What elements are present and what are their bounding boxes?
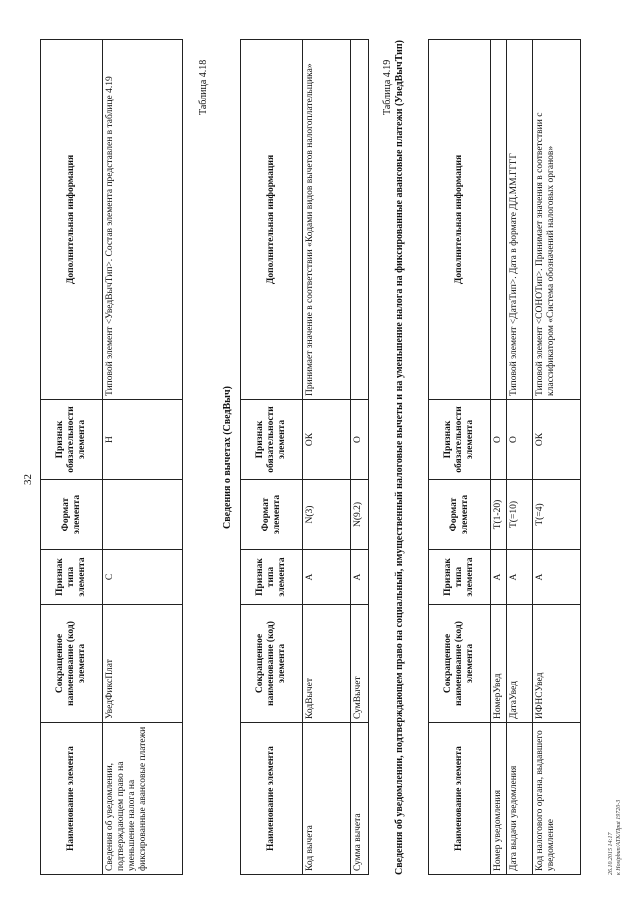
stamp-line-2: к Hosipbun/ATK/Приt 19720-3 [615, 799, 622, 875]
cell-format: N(9.2) [351, 480, 369, 550]
cell-type: А [533, 550, 581, 605]
print-stamp [608, 800, 624, 875]
cell-required: О [507, 400, 533, 480]
cell-required: Н [103, 400, 183, 480]
header-name: Наименование элемента [41, 723, 103, 875]
header-code: Сокращенное наименование (код) элемента [41, 605, 103, 723]
table-4-19-header [429, 40, 491, 875]
table-row [491, 40, 507, 875]
header-required: Признак обязательности элемента [241, 400, 303, 480]
table-1-header [41, 40, 103, 875]
cell-format [103, 480, 183, 550]
header-info: Дополнительная информация [41, 40, 103, 400]
table-4-18 [240, 39, 369, 875]
table-row [533, 40, 581, 875]
cell-info: Типовой элемент <ДатаТип>. Дата в формате ДД.ММ.ГГГГ [507, 40, 533, 400]
header-type: Признак типа элемента [241, 550, 303, 605]
header-format: Формат элемента [41, 480, 103, 550]
table-4-18-title: Сведения о вычетах (СведВыч) [222, 386, 233, 529]
cell-info: Принимает значение в соответствии «Кодами видов вычетов налогоплательщика» [303, 40, 351, 400]
header-info: Дополнительная информация [429, 40, 491, 400]
table-row [351, 40, 369, 875]
cell-required: О [351, 400, 369, 480]
table-4-19-label: Таблица 4.19 [382, 59, 393, 115]
table-4-19-title: Сведения об уведомлении, подтверждающем право на социальный, имущественный налоговые вычеты и на уменьшение налога на фиксированные авансовые платежи (УведВычТип) [394, 40, 405, 875]
stamp-line-1: 26.10.2015 14:17 [608, 832, 614, 875]
cell-name: Дата выдачи уведомления [507, 723, 533, 875]
table-row [103, 40, 183, 875]
cell-format: T(=10) [507, 480, 533, 550]
cell-info: Типовой элемент <УведВычТип>. Состав элемента представлен в таблице 4.19 [103, 40, 183, 400]
cell-required: ОК [533, 400, 581, 480]
table-4-18-header [241, 40, 303, 875]
table-4-19 [428, 39, 581, 875]
table-1 [40, 39, 183, 875]
cell-format: T(=4) [533, 480, 581, 550]
header-code: Сокращенное наименование (код) элемента [241, 605, 303, 723]
header-required: Признак обязательности элемента [429, 400, 491, 480]
header-required: Признак обязательности элемента [41, 400, 103, 480]
cell-code: НомерУвед [491, 605, 507, 723]
page-number: 32 [22, 474, 34, 485]
header-info: Дополнительная информация [241, 40, 303, 400]
cell-info: Типовой элемент <СОНОТип>. Принимает значения в соответствии с классификатором «Система обозначений налоговых органов» [533, 40, 581, 400]
header-code: Сокращенное наименование (код) элемента [429, 605, 491, 723]
table-4-18-label: Таблица 4.18 [198, 59, 209, 115]
cell-type: А [507, 550, 533, 605]
cell-name: Номер уведомления [491, 723, 507, 875]
cell-info [351, 40, 369, 400]
cell-name: Сведения об уведомлении, подтверждающем право на уменьшение налога на фиксированные авансовые платежи [103, 723, 183, 875]
header-format: Формат элемента [429, 480, 491, 550]
cell-type: А [351, 550, 369, 605]
cell-format: T(1-20) [491, 480, 507, 550]
table-row [303, 40, 351, 875]
cell-format: N(3) [303, 480, 351, 550]
cell-info [491, 40, 507, 400]
cell-type: А [491, 550, 507, 605]
table-row [507, 40, 533, 875]
cell-name: Код вычета [303, 723, 351, 875]
header-type: Признак типа элемента [41, 550, 103, 605]
cell-required: ОК [303, 400, 351, 480]
cell-code: КодВычет [303, 605, 351, 723]
cell-name: Сумма вычета [351, 723, 369, 875]
header-name: Наименование элемента [241, 723, 303, 875]
cell-required: О [491, 400, 507, 480]
cell-name: Код налогового органа, выдавшего уведомление [533, 723, 581, 875]
cell-code: СумВычет [351, 605, 369, 723]
header-format: Формат элемента [241, 480, 303, 550]
cell-code: ИФНСУвед [533, 605, 581, 723]
cell-code: УведФиксПлат [103, 605, 183, 723]
cell-type: С [103, 550, 183, 605]
cell-type: А [303, 550, 351, 605]
header-type: Признак типа элемента [429, 550, 491, 605]
header-name: Наименование элемента [429, 723, 491, 875]
cell-code: ДатаУвед [507, 605, 533, 723]
